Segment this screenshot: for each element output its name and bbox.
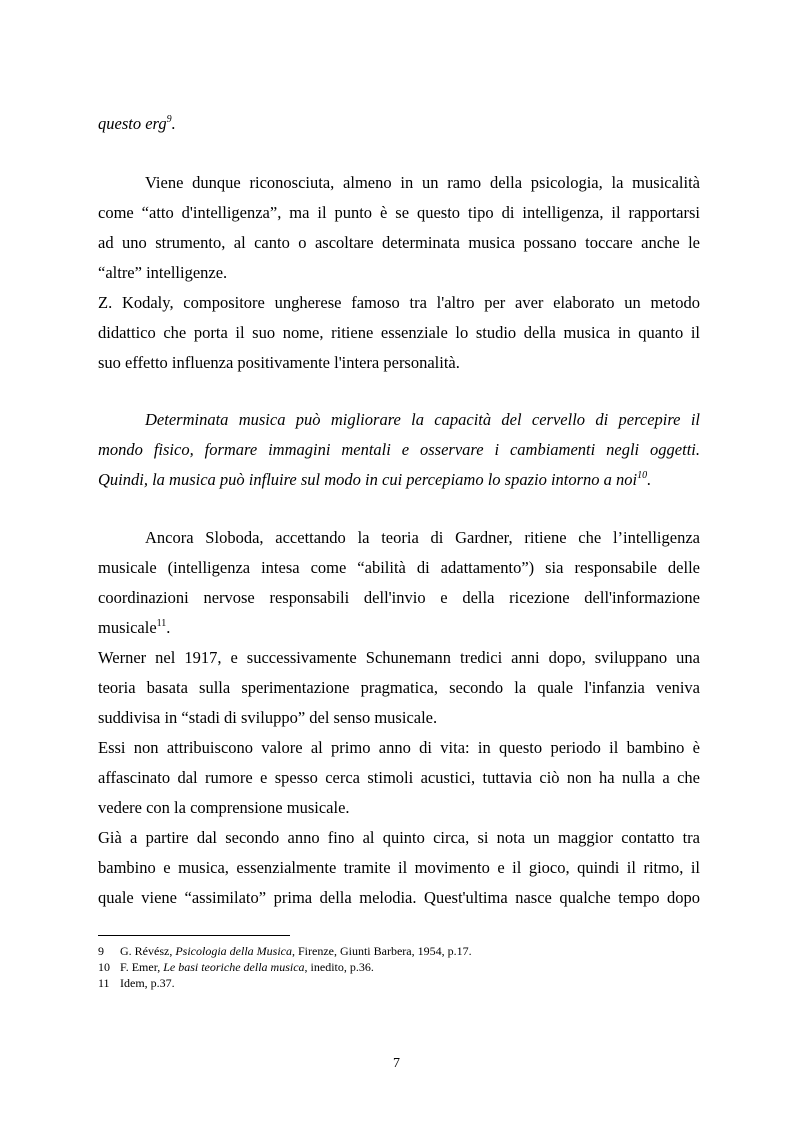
footnote-10: 10 F. Emer, Le basi teoriche della musica, inedito, p.36. <box>98 960 374 974</box>
text-line: ad uno strumento, al canto o ascoltare determinata musica possano toccare anche le <box>98 233 700 252</box>
text-line: Viene dunque riconosciuta, almeno in un ramo della psicologia, la musicalità <box>145 173 700 192</box>
text-line: Già a partire dal secondo anno fino al quinto circa, si nota un maggior contatto tra <box>98 828 700 847</box>
paragraph-werner <box>98 643 700 733</box>
text-line: Werner nel 1917, e successivamente Schunemann tredici anni dopo, sviluppano una <box>98 648 700 667</box>
paragraph-sloboda: Ancora Sloboda, accettando la teoria di Gardner, ritiene che l’intelligenza musicale (intelligenza intesa come “abilità di adattamento”) sia responsabile delle coordinazioni nervose responsabili dell'invio e della ricezione dell'informazione musicale$^{11}$. <box>98 523 700 643</box>
text-line: bambino e musica, essenzialmente tramite il movimento e il gioco, quindi il ritmo, il <box>98 858 700 877</box>
paragraph-first-year <box>98 733 700 823</box>
text-line: suo effetto influenza positivamente l'intera personalità. <box>98 353 460 372</box>
text-line: didattico che porta il suo nome, ritiene essenziale lo studio della musica in quanto il <box>98 323 700 342</box>
block-quote: Determinata musica può migliorare la capacità del cervello di percepire il mondo fisico, formare immagini mentali e osservare i cambiamenti negli oggetti. Quindi, la musica può influire sul modo in cui percepiamo lo spazio intorno a noi$^{10}$. <box>98 405 700 495</box>
text-line: quale viene “assimilato” prima della melodia. Quest'ultima nasce qualche tempo dopo <box>98 888 700 907</box>
paragraph-musicality <box>98 168 700 288</box>
text-line: suddivisa in “stadi di sviluppo” del senso musicale. <box>98 708 438 727</box>
text-line: coordinazioni nervose responsabili dell'invio e della ricezione dell'informazione <box>98 588 700 607</box>
footnote-ref-10[interactable]: 10 <box>637 470 648 481</box>
footnote-ref-9[interactable]: 9 <box>166 114 172 125</box>
text-line: musicale <box>98 618 157 637</box>
text-line: mondo fisico, formare immagini mentali e osservare i cambiamenti negli oggetti. <box>98 440 700 459</box>
footnote-9: 9 G. Révész, Psicologia della Musica, Firenze, Giunti Barbera, 1954, p.17. <box>98 944 472 958</box>
text-line: Quindi, la musica può influire sul modo in cui percepiamo lo spazio intorno a noi <box>98 470 638 489</box>
text-line: come “atto d'intelligenza”, ma il punto è se questo tipo di intelligenza, il rapportarsi <box>98 203 700 222</box>
text-line: “altre” intelligenze. <box>98 263 228 282</box>
footnote-separator <box>98 935 290 936</box>
text-line: teoria basata sulla sperimentazione pragmatica, secondo la quale l'infanzia veniva <box>98 678 700 697</box>
text-line: musicale (intelligenza intesa come “abilità di adattamento”) sia responsabile delle <box>98 558 700 577</box>
paragraph-kodaly <box>98 288 700 378</box>
footnote-title: Psicologia della Musica <box>175 944 292 958</box>
footnote-title: Le basi teoriche della musica <box>163 960 305 974</box>
text-line: Z. Kodaly, compositore ungherese famoso tra l'altro per aver elaborato un metodo <box>98 293 700 312</box>
text-line: Determinata musica può migliorare la capacità del cervello di percepire il <box>145 410 700 429</box>
quote-continuation: questo erg$^9$. <box>98 114 176 133</box>
text-line: Essi non attribuiscono valore al primo anno di vita: in questo periodo il bambino è <box>98 738 700 757</box>
text-line: vedere con la comprensione musicale. <box>98 798 350 817</box>
page-number: 7 <box>393 1056 400 1071</box>
paragraph-second-year <box>98 823 700 913</box>
text-line: questo erg <box>98 114 167 133</box>
footnote-ref-11[interactable]: 11 <box>156 618 167 629</box>
text-line: affascinato dal rumore e spesso cerca stimoli acustici, tuttavia ciò non ha nulla a che <box>98 768 700 787</box>
footnote-11: 11 Idem, p.37. <box>98 976 175 990</box>
text-line: Ancora Sloboda, accettando la teoria di Gardner, ritiene che l’intelligenza <box>145 528 700 547</box>
